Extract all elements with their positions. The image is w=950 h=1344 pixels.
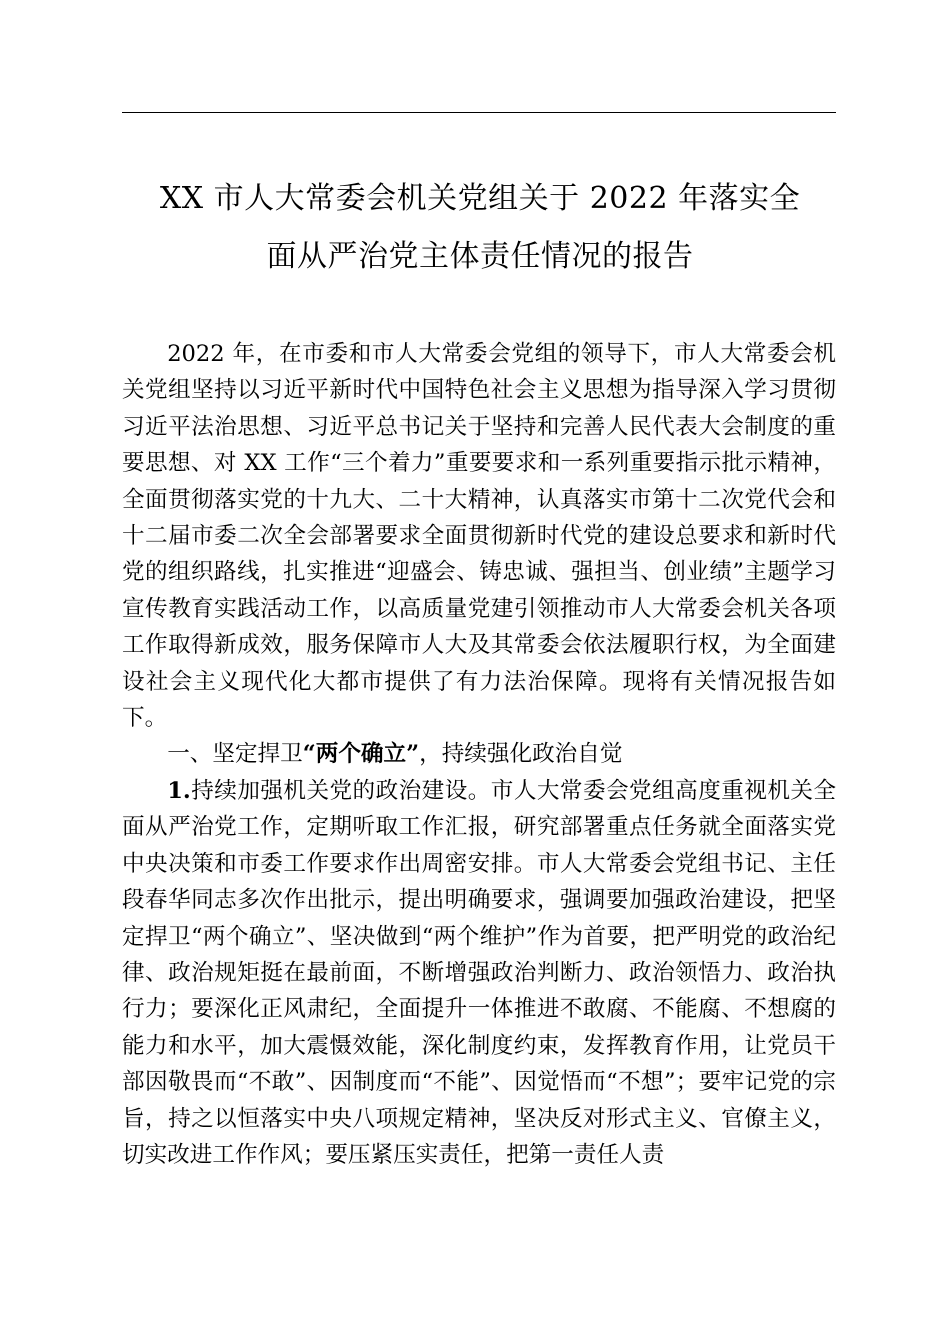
section-1-heading-suffix: ，持续强化政治自觉: [419, 741, 623, 768]
section-1-heading-quote: “两个确立”: [302, 741, 420, 768]
section-1-heading: [122, 736, 836, 772]
item-1-number: 1.: [167, 777, 191, 804]
section-1-heading-prefix: 一、坚定捍卫: [167, 741, 303, 768]
item-1-body: 市人大常委会党组高度重视机关全面从严治党工作，定期听取工作汇报，研究部署重点任务就全面落实党中央决策和市委工作要求作出周密安排。市人大常委会党组书记、主任段春华同志多次作出批示，提出明确要求，强调要加强政治建设，把坚定捍卫“两个确立”、坚决做到“两个维护”作为首要，把严明党的政治纪律、政治规矩挺在最前面，不断增强政治判断力、政治领悟力、政治执行力；要深化正风肃纪，全面提升一体推进不敢腐、不能腐、不想腐的能力和水平，加大震慑效能，深化制度约束，发挥教育作用，让党员干部因敬畏而“不敢”、因制度而“不能”、因觉悟而“不想”；要牢记党的宗旨，持之以恒落实中央八项规定精神，坚决反对形式主义、官僚主义，切实改进工作作风；要压紧压实责任，把第一责任人责: [122, 777, 836, 1168]
document-title: [110, 170, 850, 286]
header-rule: [122, 112, 836, 113]
item-1-title: 持续加强机关党的政治建设。: [190, 777, 491, 804]
intro-paragraph: 2022 年，在市委和市人大常委会党组的领导下，市人大常委会机关党组坚持以习近平新时代中国特色社会主义思想为指导深入学习贯彻习近平法治思想、习近平总书记关于坚持和完善人民代表大会制度的重要思想、对 XX 工作“三个着力”重要要求和一系列重要指示批示精神，全面贯彻落实党的十九大、二十大精神，认真落实市第十二次党代会和十二届市委二次全会部署要求全面贯彻新时代党的建设总要求和新时代党的组织路线，扎实推进“迎盛会、铸忠诚、强担当、创业绩”主题学习宣传教育实践活动工作，以高质量党建引领推动市人大常委会机关各项工作取得新成效，服务保障市人大及其常委会依法履职行权，为全面建设社会主义现代化大都市提供了有力法治保障。现将有关情况报告如下。: [122, 341, 836, 732]
title-line-2: 面从严治党主体责任情况的报告: [266, 239, 694, 274]
item-1-paragraph: [122, 773, 836, 1173]
document-body: [122, 336, 836, 1173]
title-line-1: XX 市人大常委会机关党组关于 2022 年落实全: [159, 181, 801, 216]
